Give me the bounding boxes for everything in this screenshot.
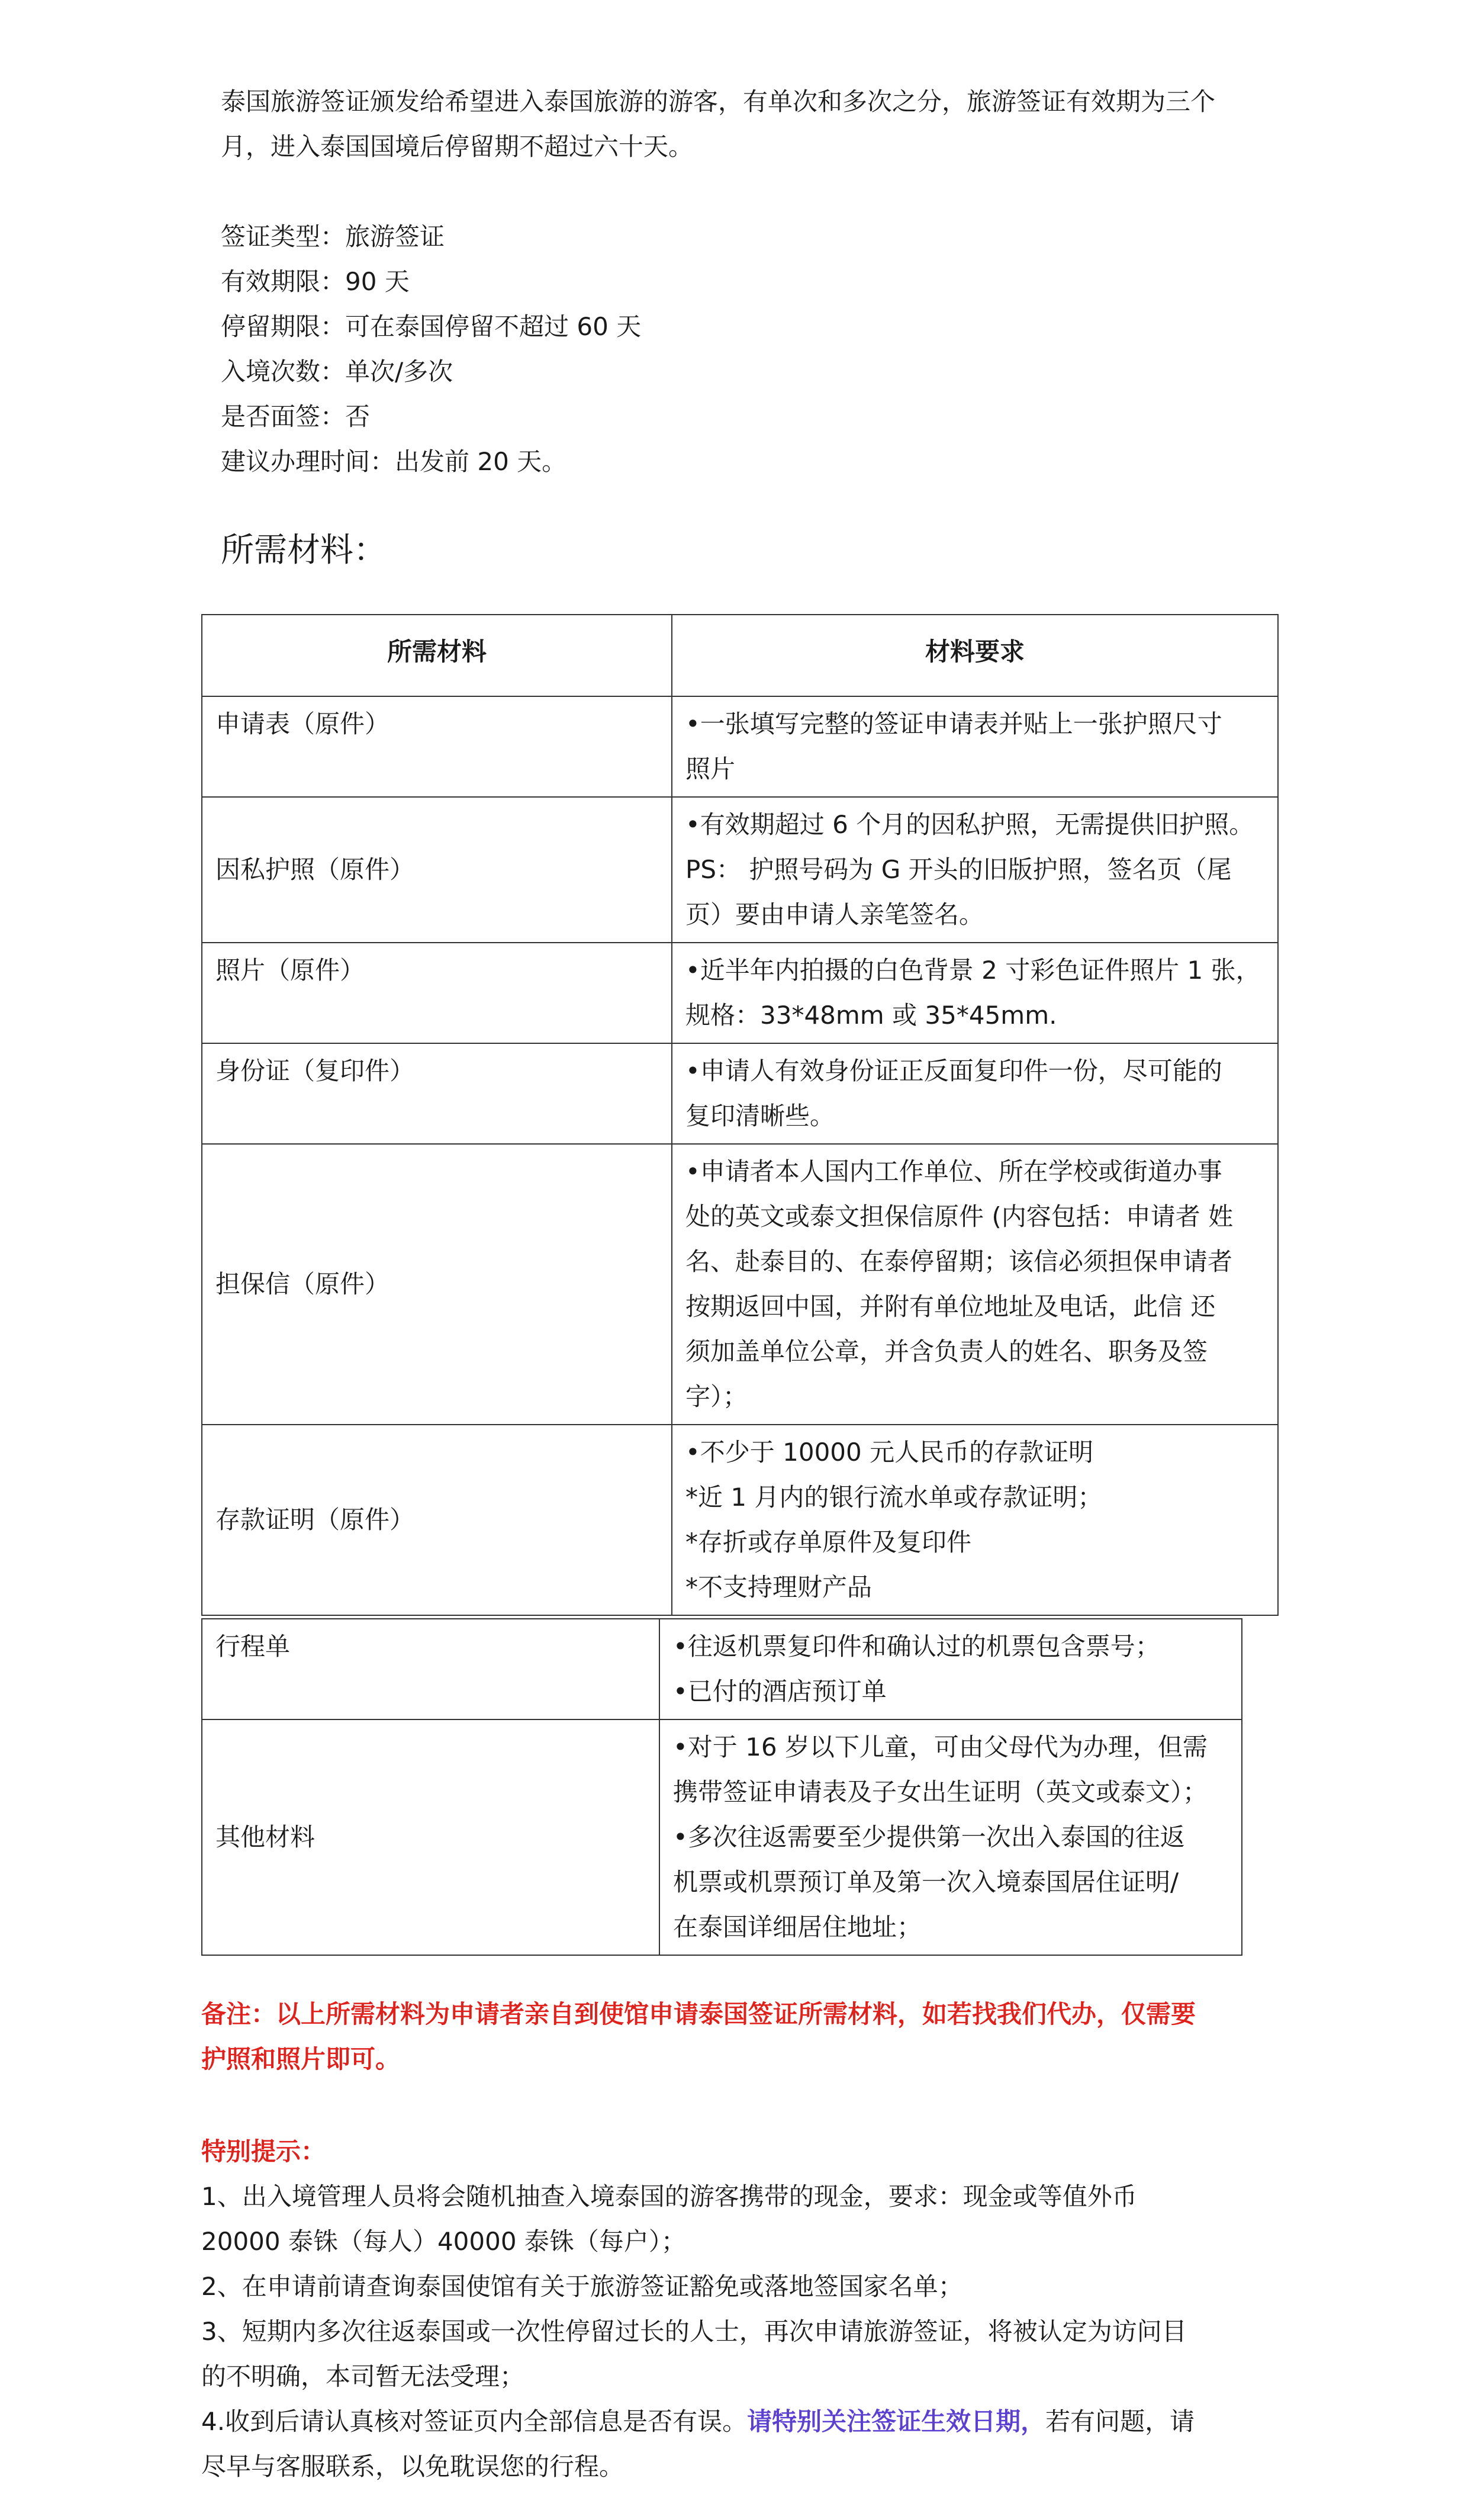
intro-line: 月，进入泰国国境后停留期不超过六十天。 (221, 132, 694, 161)
special-tips (201, 2129, 1279, 2489)
fact-value: 否 (345, 402, 371, 431)
table-row (202, 797, 1278, 943)
material-name: 照片（原件） (202, 943, 672, 1043)
material-requirement: •对于 16 岁以下儿童，可由父母代为办理，但需 携带签证申请表及子女出生证明（英文或泰文）； •多次往返需要至少提供第一次出入泰国的往返 机票或机票预订单及第一次入境泰国居住证明/ 在泰国详细居住地址； (659, 1719, 1242, 1955)
fact-label: 签证类型： (221, 222, 346, 251)
tip-line: 1、出入境管理人员将会随机抽查入境泰国的游客携带的现金，要求：现金或等值外币 (201, 2182, 1137, 2211)
visa-facts-list (221, 214, 1109, 484)
material-name: 身份证（复印件） (202, 1043, 672, 1144)
material-requirement: •往返机票复印件和确认过的机票包含票号； •已付的酒店预订单 (659, 1619, 1242, 1719)
material-name: 存款证明（原件） (202, 1425, 672, 1615)
material-requirement: •一张填写完整的签证申请表并贴上一张护照尺寸 照片 (672, 696, 1278, 797)
fact-label: 建议办理时间： (221, 447, 395, 476)
table-row (202, 696, 1278, 797)
material-name: 因私护照（原件） (202, 797, 672, 943)
tip-text: 4.收到后请认真核对签证页内全部信息是否有误。 (201, 2407, 748, 2436)
fact-stay (221, 304, 1109, 349)
column-header-requirement: 材料要求 (672, 615, 1278, 696)
table-row (202, 943, 1278, 1043)
fact-value: 旅游签证 (345, 222, 445, 251)
table-row (202, 1043, 1278, 1144)
material-requirement: •申请人有效身份证正反面复印件一份，尽可能的 复印清晰些。 (672, 1043, 1278, 1144)
fact-entries (221, 349, 1109, 394)
tip-line (201, 2399, 1279, 2444)
column-header-material: 所需材料 (202, 615, 672, 696)
material-requirement: •有效期超过 6 个月的因私护照，无需提供旧护照。 PS： 护照号码为 G 开头的旧版护照，签名页（尾 页）要由申请人亲笔签名。 (672, 797, 1278, 943)
fact-label: 是否面签： (221, 402, 346, 431)
remark-line: 备注：以上所需材料为申请者亲自到使馆申请泰国签证所需材料，如若找我们代办，仅需要 (201, 2000, 1196, 2029)
fact-suggested-time (221, 439, 1109, 484)
tip-line: 尽早与客服联系，以免耽误您的行程。 (201, 2452, 624, 2481)
material-name: 其他材料 (202, 1719, 659, 1955)
materials-heading: 所需材料： (221, 531, 387, 570)
table-row (202, 1425, 1278, 1615)
material-name: 申请表（原件） (202, 696, 672, 797)
material-name: 担保信（原件） (202, 1144, 672, 1425)
material-requirement: •申请者本人国内工作单位、所在学校或街道办事 处的英文或泰文担保信原件 (内容包括：申请者 姓 名、赴泰目的、在泰停留期；该信必须担保申请者 按期返回中国，并附有单位地址及电话，此信 还 须加盖单位公章，并含负责人的姓名、职务及签 字）； (672, 1144, 1278, 1425)
tip-line: 20000 泰铢（每人）40000 泰铢（每户）； (201, 2227, 686, 2256)
material-name: 行程单 (202, 1619, 659, 1719)
fact-visa-type (221, 214, 1109, 259)
tip-line: 的不明确，本司暂无法受理； (201, 2362, 525, 2391)
tip-line: 2、在申请前请查询泰国使馆有关于旅游签证豁免或落地签国家名单； (201, 2272, 963, 2301)
intro-line: 泰国旅游签证颁发给希望进入泰国旅游的游客，有单次和多次之分，旅游签证有效期为三个 (221, 87, 1216, 116)
tip-text: 若有问题，请 (1045, 2407, 1195, 2436)
fact-value: 出发前 20 天。 (395, 447, 567, 476)
tip-line: 3、短期内多次往返泰国或一次性停留过长的人士，再次申请旅游签证，将被认定为访问目 (201, 2317, 1187, 2346)
fact-validity (221, 259, 1109, 304)
fact-label: 停留期限： (221, 312, 346, 341)
materials-table (201, 614, 1279, 1616)
table-row (202, 1144, 1278, 1425)
extra-materials-table (201, 1618, 1242, 1956)
intro-paragraph (221, 79, 1263, 169)
table-row (202, 1619, 1242, 1719)
fact-value: 单次/多次 (345, 357, 453, 386)
fact-label: 有效期限： (221, 267, 346, 296)
material-requirement: •不少于 10000 元人民币的存款证明 *近 1 月内的银行流水单或存款证明； *存折或存单原件及复印件 *不支持理财产品 (672, 1425, 1278, 1615)
table-row (202, 1719, 1242, 1955)
fact-value: 可在泰国停留不超过 60 天 (345, 312, 642, 341)
tips-title: 特别提示： (201, 2137, 326, 2166)
remark-line: 护照和照片即可。 (201, 2045, 401, 2074)
tip-highlight: 请特别关注签证生效日期， (747, 2407, 1046, 2436)
table-header-row (202, 615, 1278, 696)
fact-value: 90 天 (345, 267, 410, 296)
material-requirement: •近半年内拍摄的白色背景 2 寸彩色证件照片 1 张， 规格：33*48mm 或 35*45mm. (672, 943, 1278, 1043)
remark-note (201, 1992, 1279, 2082)
fact-label: 入境次数： (221, 357, 346, 386)
fact-interview (221, 394, 1109, 439)
